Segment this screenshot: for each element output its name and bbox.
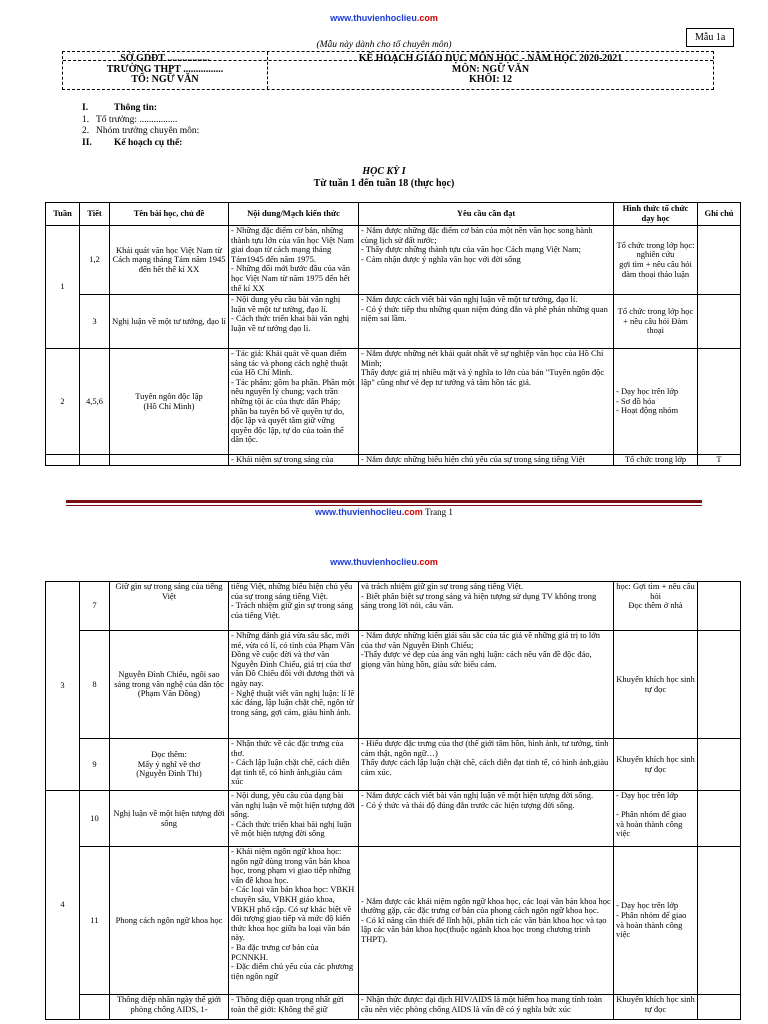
requirement-cell: - Nắm được những nét khái quát nhất về sự nghiệp văn học của Hồ Chí Minh; Thấy được giá trị nhiều mặt và ý nghĩa to lớn của bản "Tuyên ngôn độc lập" cũng như vẻ đẹp tư tưởng và tâm hồn tác giả.: [359, 349, 614, 455]
form-cell: Khuyến khích học sinh tự đọc: [614, 631, 698, 739]
week-cell: 3: [46, 582, 80, 791]
table-header-row: [46, 203, 741, 226]
requirement-cell: - Hiểu được đặc trưng của thơ (thế giới tâm hồn, hình ảnh, tư tưởng, tình cảm thật, ngôn ngữ…) Thấy được cách lập luận chặt chẽ, cách diễn đạt tinh tế, có hình ảnh,giàu cảm xúc.: [359, 739, 614, 791]
week-cell: [46, 455, 80, 466]
period-cell: 7: [80, 582, 110, 631]
form-cell: học: Gợi tìm + nêu câu hỏi Đọc thêm ở nhà: [614, 582, 698, 631]
content-cell: - Tác giả: Khái quát về quan điểm sáng tác và phong cách nghệ thuật của Hồ Chí Minh. - Tác phẩm: gồm ba phần. Phần một nêu nguyên lý chung; vạch trần những tội ác của thực dân Pháp; phần ba tuyên bố về quyền tự do, độc lập và quyết tâm giữ vững quyền độc lập, tự do của toàn thể dân tộc.: [229, 349, 359, 455]
note-cell: [698, 791, 741, 847]
note-cell: [698, 226, 741, 295]
lesson-cell: Khái quát văn học Việt Nam từ Cách mạng tháng Tám năm 1945 đến hết thế kỉ XX: [110, 226, 229, 295]
form-cell: - Dạy học trên lớp - Phân nhóm để giao và hoàn thành công việc: [614, 791, 698, 847]
week-cell: 2: [46, 349, 80, 455]
note-cell: [698, 631, 741, 739]
site-watermark-top: www.thuvienhoclieu.com: [330, 13, 438, 23]
note-cell: [698, 295, 741, 349]
note-cell: [698, 349, 741, 455]
requirement-cell: - Nắm được cách viết bài văn nghị luận về một tư tưởng, đạo lí. - Có ý thức tiếp thu những quan niệm đúng đắn và phê phán những quan niệm sai lầm.: [359, 295, 614, 349]
form-cell: Tổ chức trong lớp học + nêu câu hỏi Đàm thoại: [614, 295, 698, 349]
section-2-number: II.: [82, 137, 92, 148]
content-cell: - Những đánh giá vừa sâu sắc, mới mẻ, vừa có lí, có tình của Phạm Văn Đồng về cuộc đời và thơ văn Nguyễn Đình Chiểu, giá trị của thơ văn Đồ Chiểu đối với đương thời và ngày nay. - Nghệ thuật viết văn nghị luận: lí lẽ xác đáng, lập luận chặt chẽ, ngôn từ trong sáng, gợi cảm, giàu hình ảnh.: [229, 631, 359, 739]
table-row: [46, 995, 741, 1020]
footer-site: www.thuvienhoclieu.com: [315, 507, 423, 517]
week-cell: 4: [46, 791, 80, 1020]
lesson-cell: Đọc thêm: Mấy ý nghĩ về thơ (Nguyễn Đình Thi): [110, 739, 229, 791]
requirement-cell: - Nắm được các khái niệm ngôn ngữ khoa học, các loại văn bản khoa học thường gặp, các đặc trưng cơ bản của phong cách ngôn ngữ khoa học. - Có kĩ năng cần thiết để lĩnh hội, phân tích các văn bản khoa học và tạo lập các văn bản khoa học(thuộc ngành khoa học trong chương trình THPT).: [359, 847, 614, 995]
department-name: SỞ GDĐT .................: [120, 53, 210, 64]
table-row: [46, 455, 741, 466]
period-cell: 3: [80, 295, 110, 349]
lesson-cell: Thông điệp nhân ngày thế giới phòng chống AIDS, 1-: [110, 995, 229, 1020]
note-cell: [698, 582, 741, 631]
period-cell: 10: [80, 791, 110, 847]
period-cell: [80, 455, 110, 466]
table-row: [46, 582, 741, 631]
table-row: [46, 739, 741, 791]
info-section: I. Thông tin: 1. Tổ trưởng: ................ 2. Nhóm trưởng chuyên môn: II. Kế hoạch cụ thể:: [82, 103, 200, 148]
requirement-cell: - Nắm được những đặc điểm cơ bản của một nền văn học song hành cùng lịch sử đất nước; - Thấy được những thành tựu của văn học Cách mạng Việt Nam; - Cảm nhận được ý nghĩa văn học với đời sống: [359, 226, 614, 295]
period-cell: 4,5,6: [80, 349, 110, 455]
template-label-box: Mẫu 1a: [686, 28, 734, 47]
table-row: [46, 295, 741, 349]
team-name: TỔ: NGỮ VĂN: [131, 74, 199, 85]
col-note: Ghi chú: [698, 203, 741, 226]
period-cell: 11: [80, 847, 110, 995]
content-cell: - Nội dung yêu cầu bài văn nghị luận về một tư tưởng, đạo lí. - Cách thức triển khai bài văn nghị luận về tư tưởng đạo lí.: [229, 295, 359, 349]
header-right: [268, 54, 713, 86]
note-cell: [698, 847, 741, 995]
footer-rule: [66, 500, 702, 506]
semester-title: HỌC KỲ I: [362, 166, 406, 177]
lesson-cell: Nguyễn Đình Chiểu, ngôi sao sáng trong văn nghệ của dân tộc (Phạm Văn Đồng): [110, 631, 229, 739]
plan-table-page1: [45, 202, 741, 466]
semester-range: Từ tuần 1 đến tuần 18 (thực học): [313, 178, 455, 189]
grade-name: KHỐI: 12: [468, 74, 513, 85]
form-cell: Tổ chức trong lớp học: nghiên cứu gợi tìm + nêu câu hỏi đàm thoại thảo luận: [614, 226, 698, 295]
table-row: [46, 791, 741, 847]
footer-thin-rule: [66, 505, 702, 506]
requirement-cell: - Nhận thức được: đại dịch HIV/AIDS là một hiểm hoạ mang tính toàn cầu nên việc phòng chống AIDS là vấn đề có ý nghĩa bức xúc: [359, 995, 614, 1020]
requirement-cell: - Nắm được cách viết bài văn nghị luận về một hiện tượng đời sống. - Có ý thức và thái độ đúng đắn trước các hiện tượng đời sống.: [359, 791, 614, 847]
table-row: [46, 847, 741, 995]
col-form: Hình thức tổ chức dạy học: [614, 203, 698, 226]
content-cell: tiếng Việt, những biểu hiện chủ yếu của sự trong sáng tiếng Việt. - Trách nhiệm giữ gìn sự trong sáng của tiếng Việt.: [229, 582, 359, 631]
period-cell: 1,2: [80, 226, 110, 295]
plan-table-page2: [45, 581, 741, 1020]
form-cell: Khuyến khích học sinh tự đọc: [614, 739, 698, 791]
requirement-cell: và trách nhiệm giữ gìn sự trong sáng tiếng Việt. - Biết phân biệt sự trong sáng và hiện tượng sử dụng TV không trong sáng trong lời nói, câu văn.: [359, 582, 614, 631]
team-leader-line: Tổ trưởng: ................: [96, 114, 178, 125]
note-cell: [698, 739, 741, 791]
form-cell: Tổ chức trong lớp: [614, 455, 698, 466]
site-watermark-page2: www.thuvienhoclieu.com: [330, 557, 438, 567]
form-cell: - Dạy học trên lớp - Sơ đồ hóa - Hoạt động nhóm: [614, 349, 698, 455]
page-number: Trang 1: [425, 507, 453, 517]
header-left: [63, 54, 267, 86]
plan-title: KẾ HOẠCH GIÁO DỤC MÔN HỌC - NĂM HỌC 2020-2021: [358, 53, 623, 64]
footer: [0, 507, 768, 517]
content-cell: - Thông điệp quan trọng nhất gửi toàn thế giới: Không thể giữ: [229, 995, 359, 1020]
content-cell: - Nhận thức về các đặc trưng của thơ. - Cách lập luận chặt chẽ, cách diễn đạt tinh tế, có hình ảnh,giàu cảm xúc: [229, 739, 359, 791]
requirement-cell: - Nắm được những kiến giải sâu sắc của tác giả về những giá trị to lớn của thơ văn Nguyễn Đình Chiểu; -Thấy được vẻ đẹp của áng văn nghị luận: cách nêu vấn đề độc đáo, giọng văn hùng hồn, giàu sức biểu cảm.: [359, 631, 614, 739]
lesson-cell: Nghị luận về một hiện tượng đời sống: [110, 791, 229, 847]
period-cell: 9: [80, 739, 110, 791]
subject-name: MÔN: NGỮ VĂN: [451, 63, 530, 75]
col-period: Tiết: [80, 203, 110, 226]
col-week: Tuần: [46, 203, 80, 226]
table-row: [46, 631, 741, 739]
table-row: [46, 349, 741, 455]
group-leader-line: Nhóm trưởng chuyên môn:: [96, 126, 200, 136]
lesson-cell: Tuyên ngôn độc lập (Hồ Chí Minh): [110, 349, 229, 455]
section-1-number: I.: [82, 103, 89, 113]
lesson-cell: Nghị luận về một tư tưởng, đạo lí: [110, 295, 229, 349]
week-cell: 1: [46, 226, 80, 349]
template-note: (Mẫu này dành cho tổ chuyên môn): [316, 40, 452, 50]
school-name: TRƯỜNG THPT ................: [106, 63, 224, 75]
content-cell: - Nội dung, yêu cầu của dạng bài văn nghị luận về một hiện tượng đời sống. - Cách thức triển khai bài nghị luận về một hiện tượng đời sống: [229, 791, 359, 847]
col-requirement: Yêu cầu cần đạt: [359, 203, 614, 226]
lesson-cell: [110, 455, 229, 466]
form-cell: Khuyến khích học sinh tự đọc: [614, 995, 698, 1020]
col-lesson: Tên bài học, chủ đề: [110, 203, 229, 226]
period-cell: 8: [80, 631, 110, 739]
table-row: [46, 226, 741, 295]
col-content: Nội dung/Mạch kiến thức: [229, 203, 359, 226]
note-cell: T: [698, 455, 741, 466]
note-cell: [698, 995, 741, 1020]
section-2-title: Kế hoạch cụ thể:: [114, 137, 183, 148]
content-cell: - Khái niệm ngôn ngữ khoa học: ngôn ngữ dùng trong văn bản khoa học, trong phạm vi giao tiếp những vấn đề khoa học. - Các loại văn bản khoa học: VBKH chuyên sâu, VBKH giáo khoa, VBKH phổ cập. Có sự khác biệt về đối tượng giao tiếp và mức độ kiến thức khoa học giữa ba loại văn bản này. - Ba đặc trưng cơ bản của PCNNKH. - Đặc điểm chủ yếu của các phương tiện ngôn ngữ: [229, 847, 359, 995]
period-cell: [80, 995, 110, 1020]
lesson-cell: Giữ gìn sự trong sáng của tiếng Việt: [110, 582, 229, 631]
content-cell: - Những đặc điểm cơ bản, những thành tựu lớn của văn học Việt Nam giai đoạn từ cách mạng tháng Tám1945 đến năm 1975. - Những đổi mới bước đầu của văn học Việt Nam từ năm 1975 đến hết thế kỉ XX: [229, 226, 359, 295]
form-cell: - Dạy học trên lớp - Phân nhóm để giao và hoàn thành công việc: [614, 847, 698, 995]
document-header-box: [62, 51, 714, 90]
lesson-cell: Phong cách ngôn ngữ khoa học: [110, 847, 229, 995]
content-cell: - Khái niệm sự trong sáng của: [229, 455, 359, 466]
section-1-title: Thông tin:: [114, 103, 158, 113]
requirement-cell: - Nắm được những biểu hiện chủ yếu của sự trong sáng tiếng Việt: [359, 455, 614, 466]
